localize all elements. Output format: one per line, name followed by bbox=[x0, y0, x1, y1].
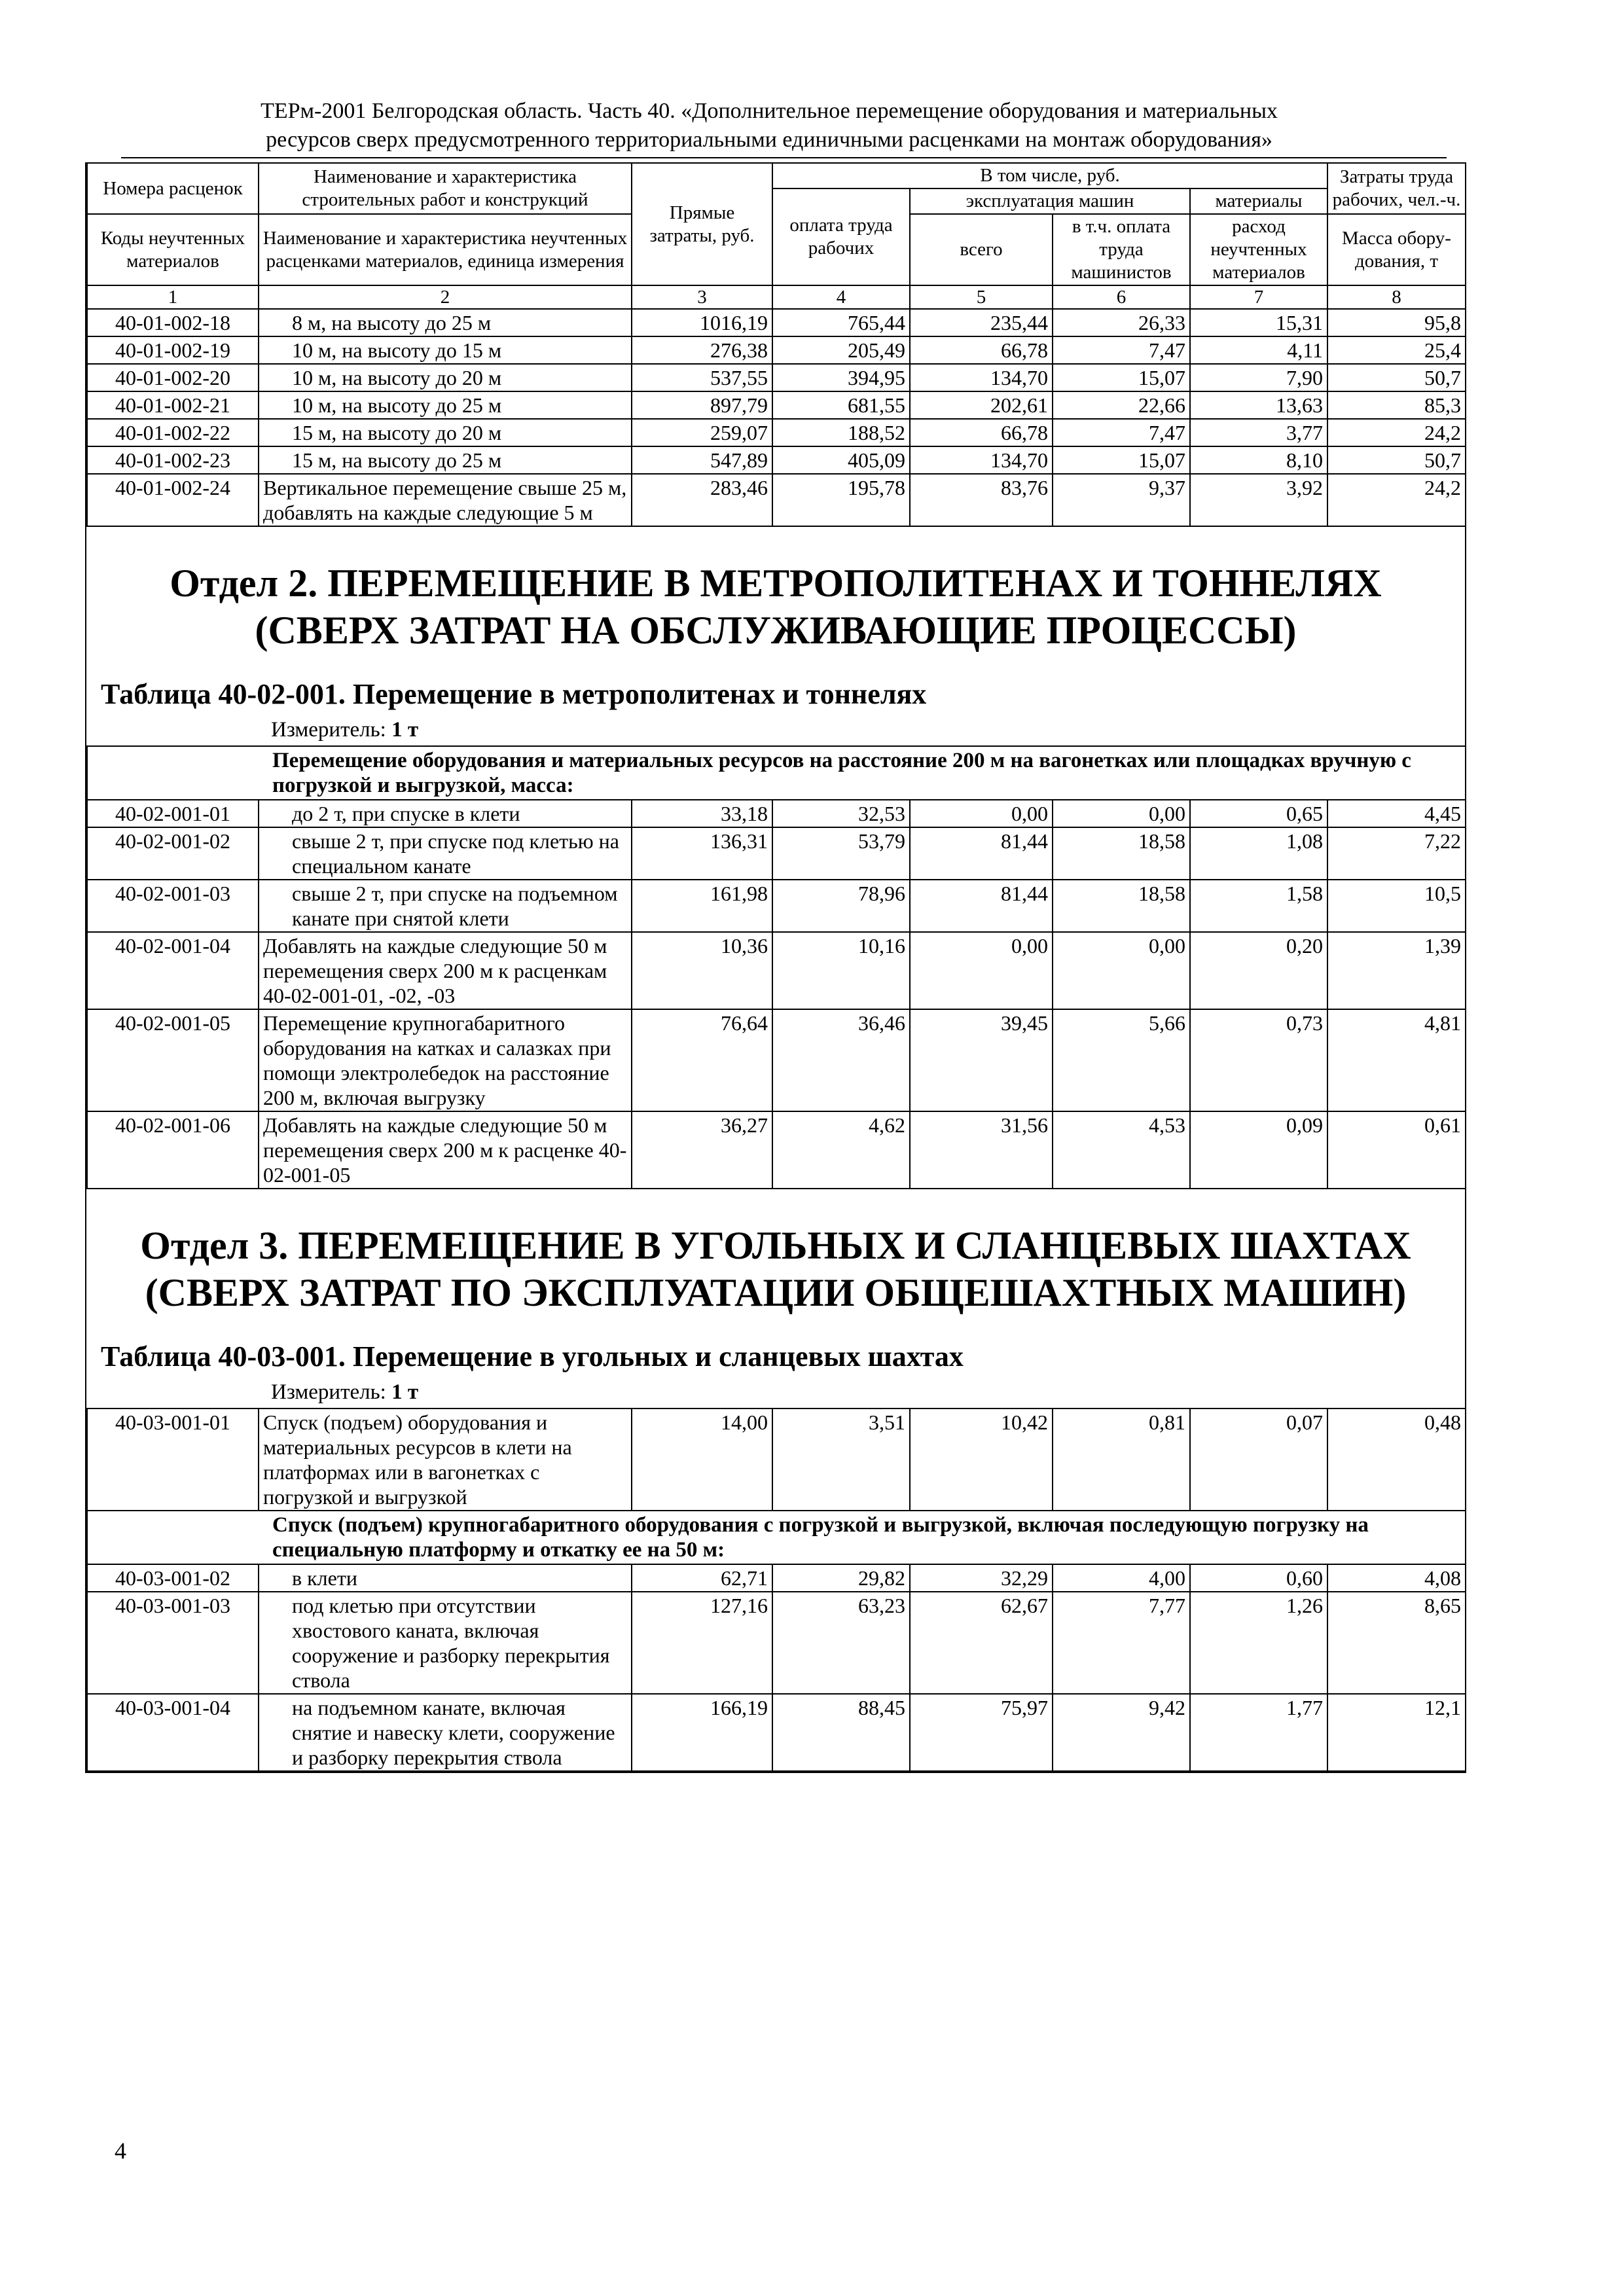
value-cell: 15,07 bbox=[1053, 364, 1190, 391]
value-cell: 136,31 bbox=[632, 827, 772, 880]
hdr-col1-bottom: Коды неучтенных материалов bbox=[87, 214, 259, 285]
column-number: 4 bbox=[772, 285, 910, 309]
column-number: 7 bbox=[1190, 285, 1327, 309]
value-cell: 127,16 bbox=[632, 1592, 772, 1694]
work-description: Добавлять на каждые следующие 50 м перемещения сверх 200 м к расценке 40-02-001-05 bbox=[259, 1111, 632, 1189]
value-cell: 0,07 bbox=[1190, 1408, 1327, 1511]
work-description: 10 м, на высоту до 15 м bbox=[259, 336, 632, 364]
value-cell: 394,95 bbox=[772, 364, 910, 391]
page-header bbox=[85, 97, 1453, 154]
value-cell: 81,44 bbox=[910, 880, 1053, 932]
header-rule bbox=[121, 157, 1447, 158]
value-cell: 62,71 bbox=[632, 1564, 772, 1592]
group-heading-3: Спуск (подъем) крупногабаритного оборудования с погрузкой и выгрузкой, включая последующую погрузку на специальную платформу и откатку ее на 50 м: bbox=[87, 1511, 1466, 1564]
value-cell: 0,00 bbox=[910, 932, 1053, 1009]
value-cell: 81,44 bbox=[910, 827, 1053, 880]
value-cell: 9,42 bbox=[1053, 1694, 1190, 1771]
work-description: 10 м, на высоту до 25 м bbox=[259, 391, 632, 419]
column-number: 1 bbox=[87, 285, 259, 309]
hdr-col2-bottom: Наименование и характеристика неучтенных расценками материалов, единица измерения bbox=[259, 214, 632, 285]
rate-code: 40-01-002-22 bbox=[87, 419, 259, 446]
hdr-col8-bottom: Масса обору-дования, т bbox=[1327, 214, 1466, 285]
table-row bbox=[87, 364, 1466, 391]
work-description: на подъемном канате, включая снятие и навеску клети, сооружение и разборку перекрытия ствола bbox=[259, 1694, 632, 1771]
measure-unit-3 bbox=[86, 1375, 1465, 1408]
value-cell: 24,2 bbox=[1327, 419, 1466, 446]
rate-code: 40-03-001-02 bbox=[87, 1564, 259, 1592]
value-cell: 4,62 bbox=[772, 1111, 910, 1189]
value-cell: 13,63 bbox=[1190, 391, 1327, 419]
table-row bbox=[87, 336, 1466, 364]
value-cell: 78,96 bbox=[772, 880, 910, 932]
value-cell: 26,33 bbox=[1053, 309, 1190, 336]
rate-code: 40-03-001-01 bbox=[87, 1408, 259, 1511]
value-cell: 10,16 bbox=[772, 932, 910, 1009]
value-cell: 85,3 bbox=[1327, 391, 1466, 419]
value-cell: 53,79 bbox=[772, 827, 910, 880]
table-row bbox=[87, 827, 1466, 880]
work-description: Перемещение крупногабаритного оборудования на катках и салазках при помощи электролебедок на расстояние 200 м, включая выгрузку bbox=[259, 1009, 632, 1111]
value-cell: 3,51 bbox=[772, 1408, 910, 1511]
value-cell: 15,07 bbox=[1053, 446, 1190, 474]
value-cell: 33,18 bbox=[632, 800, 772, 827]
value-cell: 95,8 bbox=[1327, 309, 1466, 336]
value-cell: 7,90 bbox=[1190, 364, 1327, 391]
rows-section3 bbox=[87, 1564, 1466, 1771]
hdr-materials: материалы bbox=[1190, 188, 1327, 214]
value-cell: 8,10 bbox=[1190, 446, 1327, 474]
work-description: Добавлять на каждые следующие 50 м перемещения сверх 200 м к расценкам 40-02-001-01, -02, -03 bbox=[259, 932, 632, 1009]
rate-code: 40-01-002-21 bbox=[87, 391, 259, 419]
work-description: свыше 2 т, при спуске под клетью на специальном канате bbox=[259, 827, 632, 880]
section-2-title: Отдел 2. ПЕРЕМЕЩЕНИЕ В МЕТРОПОЛИТЕНАХ И ТОННЕЛЯХ (СВЕРХ ЗАТРАТ НА ОБСЛУЖИВАЮЩИЕ ПРОЦЕССЫ) bbox=[170, 562, 1382, 652]
work-description: под клетью при отсутствии хвостового каната, включая сооружение и разборку перекрытия ствола bbox=[259, 1592, 632, 1694]
rate-code: 40-03-001-04 bbox=[87, 1694, 259, 1771]
value-cell: 15,31 bbox=[1190, 309, 1327, 336]
rate-code: 40-01-002-19 bbox=[87, 336, 259, 364]
rate-code: 40-01-002-24 bbox=[87, 474, 259, 526]
rate-code: 40-01-002-20 bbox=[87, 364, 259, 391]
value-cell: 1,26 bbox=[1190, 1592, 1327, 1694]
column-numbers-row bbox=[87, 285, 1466, 309]
value-cell: 62,67 bbox=[910, 1592, 1053, 1694]
value-cell: 4,53 bbox=[1053, 1111, 1190, 1189]
rows-part1 bbox=[87, 309, 1466, 526]
value-cell: 39,45 bbox=[910, 1009, 1053, 1111]
value-cell: 1,39 bbox=[1327, 932, 1466, 1009]
value-cell: 0,48 bbox=[1327, 1408, 1466, 1511]
value-cell: 4,11 bbox=[1190, 336, 1327, 364]
rate-code: 40-02-001-05 bbox=[87, 1009, 259, 1111]
rate-code: 40-01-002-18 bbox=[87, 309, 259, 336]
value-cell: 681,55 bbox=[772, 391, 910, 419]
column-number: 5 bbox=[910, 285, 1053, 309]
value-cell: 235,44 bbox=[910, 309, 1053, 336]
value-cell: 24,2 bbox=[1327, 474, 1466, 526]
hdr-col2-top: Наименование и характеристика строительных работ и конструкций bbox=[259, 163, 632, 214]
table-row bbox=[87, 309, 1466, 336]
value-cell: 0,00 bbox=[1053, 932, 1190, 1009]
value-cell: 18,58 bbox=[1053, 880, 1190, 932]
value-cell: 0,61 bbox=[1327, 1111, 1466, 1189]
value-cell: 405,09 bbox=[772, 446, 910, 474]
group-heading-2: Перемещение оборудования и материальных ресурсов на расстояние 200 м на вагонетках или площадках вручную с погрузкой и выгрузкой, масса: bbox=[87, 746, 1466, 800]
value-cell: 161,98 bbox=[632, 880, 772, 932]
measure-unit-2 bbox=[86, 713, 1465, 745]
value-cell: 14,00 bbox=[632, 1408, 772, 1511]
table-row bbox=[87, 932, 1466, 1009]
work-description: 8 м, на высоту до 25 м bbox=[259, 309, 632, 336]
hdr-col3: Прямые затраты, руб. bbox=[632, 163, 772, 285]
work-description: 15 м, на высоту до 25 м bbox=[259, 446, 632, 474]
header-line-2: ресурсов сверх предусмотренного территориальными единичными расценками на монтаж оборудования» bbox=[266, 128, 1272, 152]
page-number: 4 bbox=[115, 2138, 126, 2164]
value-cell: 18,58 bbox=[1053, 827, 1190, 880]
value-cell: 31,56 bbox=[910, 1111, 1053, 1189]
table-row bbox=[87, 1592, 1466, 1694]
value-cell: 3,77 bbox=[1190, 419, 1327, 446]
value-cell: 537,55 bbox=[632, 364, 772, 391]
value-cell: 3,92 bbox=[1190, 474, 1327, 526]
work-description: 15 м, на высоту до 20 м bbox=[259, 419, 632, 446]
value-cell: 1,08 bbox=[1190, 827, 1327, 880]
value-cell: 66,78 bbox=[910, 419, 1053, 446]
rate-code: 40-02-001-03 bbox=[87, 880, 259, 932]
value-cell: 88,45 bbox=[772, 1694, 910, 1771]
table-40-02-001-title: Таблица 40-02-001. Перемещение в метрополитенах и тоннелях bbox=[101, 678, 927, 710]
value-cell: 202,61 bbox=[910, 391, 1053, 419]
table-row bbox=[87, 1694, 1466, 1771]
value-cell: 10,5 bbox=[1327, 880, 1466, 932]
table-row bbox=[87, 419, 1466, 446]
work-description: Спуск (подъем) оборудования и материальных ресурсов в клети на платформах или в вагонетках с погрузкой и выгрузкой bbox=[259, 1408, 632, 1511]
rate-code: 40-02-001-01 bbox=[87, 800, 259, 827]
value-cell: 205,49 bbox=[772, 336, 910, 364]
value-cell: 134,70 bbox=[910, 446, 1053, 474]
table-row bbox=[87, 1009, 1466, 1111]
value-cell: 25,4 bbox=[1327, 336, 1466, 364]
value-cell: 4,45 bbox=[1327, 800, 1466, 827]
value-cell: 4,00 bbox=[1053, 1564, 1190, 1592]
value-cell: 4,81 bbox=[1327, 1009, 1466, 1111]
table-row bbox=[87, 446, 1466, 474]
value-cell: 0,00 bbox=[1053, 800, 1190, 827]
value-cell: 0,09 bbox=[1190, 1111, 1327, 1189]
value-cell: 32,53 bbox=[772, 800, 910, 827]
table-row bbox=[87, 1408, 1466, 1511]
rows-section3-first bbox=[87, 1408, 1466, 1511]
value-cell: 7,22 bbox=[1327, 827, 1466, 880]
work-description: Вертикальное перемещение свыше 25 м, добавлять на каждые следующие 5 м bbox=[259, 474, 632, 526]
value-cell: 4,08 bbox=[1327, 1564, 1466, 1592]
value-cell: 76,64 bbox=[632, 1009, 772, 1111]
value-cell: 897,79 bbox=[632, 391, 772, 419]
table-row bbox=[87, 1564, 1466, 1592]
hdr-col4: оплата труда рабочих bbox=[772, 188, 910, 285]
measure-label: Измеритель: bbox=[271, 1380, 386, 1404]
value-cell: 1016,19 bbox=[632, 309, 772, 336]
value-cell: 0,81 bbox=[1053, 1408, 1190, 1511]
value-cell: 1,77 bbox=[1190, 1694, 1327, 1771]
value-cell: 276,38 bbox=[632, 336, 772, 364]
column-number: 2 bbox=[259, 285, 632, 309]
rate-code: 40-02-001-06 bbox=[87, 1111, 259, 1189]
hdr-col5: всего bbox=[910, 214, 1053, 285]
work-description: 10 м, на высоту до 20 м bbox=[259, 364, 632, 391]
column-number: 3 bbox=[632, 285, 772, 309]
value-cell: 36,46 bbox=[772, 1009, 910, 1111]
hdr-col7: расход неучтенных материалов bbox=[1190, 214, 1327, 285]
value-cell: 8,65 bbox=[1327, 1592, 1466, 1694]
hdr-col6: в т.ч. оплата труда машинистов bbox=[1053, 214, 1190, 285]
value-cell: 10,42 bbox=[910, 1408, 1053, 1511]
value-cell: 66,78 bbox=[910, 336, 1053, 364]
rate-code: 40-02-001-02 bbox=[87, 827, 259, 880]
value-cell: 283,46 bbox=[632, 474, 772, 526]
table-row bbox=[87, 1111, 1466, 1189]
value-cell: 50,7 bbox=[1327, 364, 1466, 391]
value-cell: 12,1 bbox=[1327, 1694, 1466, 1771]
value-cell: 765,44 bbox=[772, 309, 910, 336]
rows-section2 bbox=[87, 800, 1466, 1189]
table-row bbox=[87, 880, 1466, 932]
rate-code: 40-02-001-04 bbox=[87, 932, 259, 1009]
value-cell: 166,19 bbox=[632, 1694, 772, 1771]
value-cell: 29,82 bbox=[772, 1564, 910, 1592]
table-row bbox=[87, 474, 1466, 526]
header-line-1: ТЕРм-2001 Белгородская область. Часть 40. «Дополнительное перемещение оборудования и материальных bbox=[261, 99, 1278, 123]
hdr-incl: В том числе, руб. bbox=[772, 163, 1327, 188]
value-cell: 0,20 bbox=[1190, 932, 1327, 1009]
table-40-03-001-title: Таблица 40-03-001. Перемещение в угольных и сланцевых шахтах bbox=[101, 1340, 964, 1372]
work-description: свыше 2 т, при спуске на подъемном канате при снятой клети bbox=[259, 880, 632, 932]
measure-value: 1 т bbox=[391, 1380, 419, 1404]
section-3-title: Отдел 3. ПЕРЕМЕЩЕНИЕ В УГОЛЬНЫХ И СЛАНЦЕВЫХ ШАХТАХ (СВЕРХ ЗАТРАТ ПО ЭКСПЛУАТАЦИИ ОБЩЕШАХТНЫХ МАШИН) bbox=[140, 1224, 1411, 1314]
value-cell: 7,47 bbox=[1053, 336, 1190, 364]
table-40-03-001 bbox=[86, 1408, 1466, 1772]
value-cell: 7,77 bbox=[1053, 1592, 1190, 1694]
work-description: до 2 т, при спуске в клети bbox=[259, 800, 632, 827]
value-cell: 32,29 bbox=[910, 1564, 1053, 1592]
value-cell: 5,66 bbox=[1053, 1009, 1190, 1111]
measure-value: 1 т bbox=[391, 718, 419, 742]
column-number: 6 bbox=[1053, 285, 1190, 309]
value-cell: 134,70 bbox=[910, 364, 1053, 391]
value-cell: 0,60 bbox=[1190, 1564, 1327, 1592]
hdr-col1-top: Номера расценок bbox=[87, 163, 259, 214]
rate-code: 40-03-001-03 bbox=[87, 1592, 259, 1694]
value-cell: 10,36 bbox=[632, 932, 772, 1009]
value-cell: 0,00 bbox=[910, 800, 1053, 827]
value-cell: 188,52 bbox=[772, 419, 910, 446]
table-part1 bbox=[86, 162, 1466, 527]
value-cell: 22,66 bbox=[1053, 391, 1190, 419]
value-cell: 547,89 bbox=[632, 446, 772, 474]
value-cell: 36,27 bbox=[632, 1111, 772, 1189]
value-cell: 1,58 bbox=[1190, 880, 1327, 932]
table-row bbox=[87, 391, 1466, 419]
value-cell: 0,65 bbox=[1190, 800, 1327, 827]
value-cell: 9,37 bbox=[1053, 474, 1190, 526]
value-cell: 63,23 bbox=[772, 1592, 910, 1694]
measure-label: Измеритель: bbox=[271, 718, 386, 742]
rate-code: 40-01-002-23 bbox=[87, 446, 259, 474]
value-cell: 0,73 bbox=[1190, 1009, 1327, 1111]
hdr-col8-top: Затраты труда рабочих, чел.-ч. bbox=[1327, 163, 1466, 214]
value-cell: 83,76 bbox=[910, 474, 1053, 526]
column-number: 8 bbox=[1327, 285, 1466, 309]
value-cell: 50,7 bbox=[1327, 446, 1466, 474]
table-row bbox=[87, 800, 1466, 827]
work-description: в клети bbox=[259, 1564, 632, 1592]
value-cell: 75,97 bbox=[910, 1694, 1053, 1771]
document-sheet bbox=[85, 162, 1466, 1773]
value-cell: 259,07 bbox=[632, 419, 772, 446]
table-40-02-001 bbox=[86, 745, 1466, 1189]
value-cell: 195,78 bbox=[772, 474, 910, 526]
value-cell: 7,47 bbox=[1053, 419, 1190, 446]
hdr-machines: эксплуатация машин bbox=[910, 188, 1190, 214]
